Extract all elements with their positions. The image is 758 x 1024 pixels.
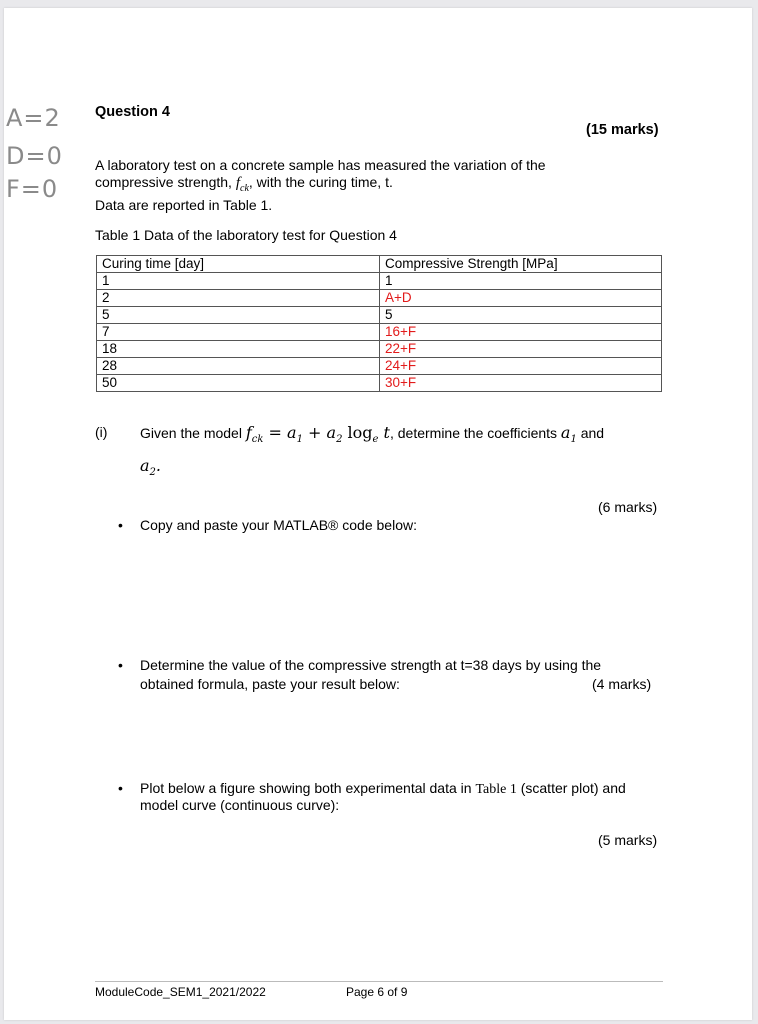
handwritten-a-value: A=2 bbox=[6, 104, 61, 132]
table-row bbox=[97, 375, 662, 392]
table-row bbox=[97, 307, 662, 324]
cell-strength: 22+F bbox=[380, 341, 662, 358]
cell-strength: 5 bbox=[380, 307, 662, 324]
cell-strength: 24+F bbox=[380, 358, 662, 375]
cell-strength: 1 bbox=[380, 273, 662, 290]
footer-divider bbox=[95, 981, 663, 982]
coef-a1: $a_1$ bbox=[560, 423, 577, 446]
bullet-dot: • bbox=[118, 780, 123, 796]
total-marks: (15 marks) bbox=[586, 122, 659, 138]
cell-strength: 30+F bbox=[380, 375, 662, 392]
part-i-text bbox=[140, 420, 680, 486]
table-row bbox=[97, 358, 662, 375]
header-compressive-strength: Compressive Strength [MPa] bbox=[380, 256, 662, 273]
bullet-dot: • bbox=[118, 657, 123, 673]
bullet-plot-line-1: Plot below a figure showing both experimental data in Table 1 (scatter plot) and bbox=[140, 780, 626, 797]
bullet-strength-line-2: obtained formula, paste your result below: bbox=[140, 676, 400, 692]
fck-symbol: $f_{ck}$ bbox=[235, 175, 249, 194]
part-i-number: (i) bbox=[95, 424, 108, 440]
footer-page-number: Page 6 of 9 bbox=[346, 985, 408, 999]
bullet-plot-marks: (5 marks) bbox=[598, 832, 658, 848]
question-intro bbox=[95, 157, 655, 214]
cell-strength: 16+F bbox=[380, 324, 662, 341]
handwritten-d-value: D=0 bbox=[6, 142, 63, 170]
cell-time: 5 bbox=[97, 307, 380, 324]
intro-line-1: A laboratory test on a concrete sample has measured the variation of the bbox=[95, 157, 546, 173]
table-row bbox=[97, 324, 662, 341]
bullet-plot-line-2: model curve (continuous curve): bbox=[140, 797, 340, 813]
table-reference: Table 1 bbox=[475, 782, 517, 797]
handwritten-f-value: F=0 bbox=[6, 175, 59, 203]
part-i-and: and bbox=[576, 425, 605, 441]
bullet-dot: • bbox=[118, 517, 123, 533]
footer-module-code: ModuleCode_SEM1_2021/2022 bbox=[95, 985, 266, 999]
table-row bbox=[97, 290, 662, 307]
coef-a2: $a_2$. bbox=[140, 456, 162, 479]
cell-time: 50 bbox=[97, 375, 380, 392]
cell-time: 1 bbox=[97, 273, 380, 290]
table-row bbox=[97, 341, 662, 358]
bullet-strength-marks: (4 marks) bbox=[592, 676, 652, 692]
part-i-suffix: , determine the coefficients bbox=[389, 425, 561, 441]
header-curing-time: Curing time [day] bbox=[97, 256, 380, 273]
part-i-marks: (6 marks) bbox=[598, 499, 658, 515]
cell-strength: A+D bbox=[380, 290, 662, 307]
question-title: Question 4 bbox=[95, 104, 170, 120]
cell-time: 2 bbox=[97, 290, 380, 307]
data-table bbox=[96, 255, 662, 392]
intro-line-2-prefix: compressive strength, bbox=[95, 174, 236, 190]
table-row bbox=[97, 273, 662, 290]
table-caption: Table 1 Data of the laboratory test for Question 4 bbox=[95, 227, 397, 243]
model-equation: $f_{ck} = a_1 + a_2$ $\log_e t$ bbox=[245, 423, 390, 446]
table-header-row bbox=[97, 256, 662, 273]
bullet-strength-line-1: Determine the value of the compressive strength at t=38 days by using the bbox=[140, 657, 602, 673]
part-i-prefix: Given the model bbox=[140, 425, 246, 441]
cell-time: 18 bbox=[97, 341, 380, 358]
intro-line-3: Data are reported in Table 1. bbox=[95, 197, 273, 213]
cell-time: 7 bbox=[97, 324, 380, 341]
bullet-matlab-code: Copy and paste your MATLAB® code below: bbox=[140, 517, 417, 533]
cell-time: 28 bbox=[97, 358, 380, 375]
intro-line-2-suffix: , with the curing time, t. bbox=[248, 174, 393, 190]
